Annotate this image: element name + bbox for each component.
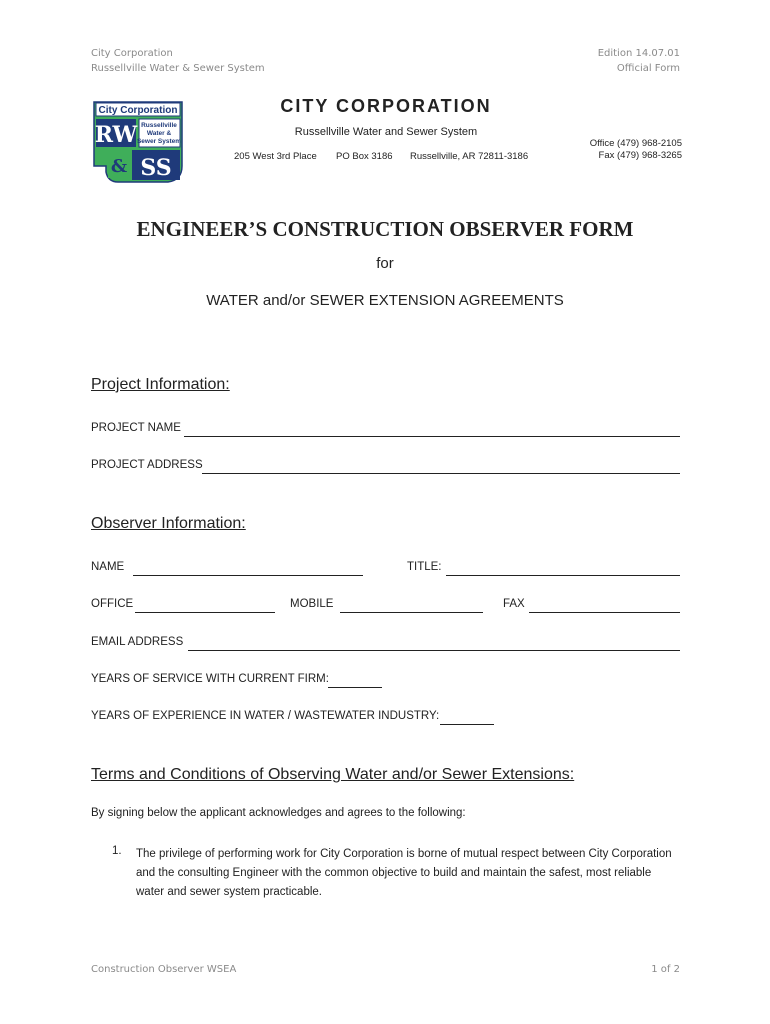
project-name-label: PROJECT NAME [91,422,181,434]
observer-email-label: EMAIL ADDRESS [91,636,184,648]
logo-amp: & [110,156,128,177]
logo-side-text-1: Russellville [141,122,177,129]
years-industry-field[interactable] [440,724,494,725]
observer-fax-field[interactable] [529,612,680,613]
edition-label: Edition 14.07.01 [597,48,680,59]
logo-side-text-3: Sewer System [136,138,182,145]
terms-item-text: The privilege of performing work for City Corporation is borne of mutual respect between City Corporation and the consulting Engineer with the common objective to build and maintain the safest, most reliable water and sewer system practicable. [136,848,672,898]
observer-office-label: OFFICE [91,598,134,610]
header-right [560,46,680,76]
observer-fax-label: FAX [503,598,525,610]
observer-email-field[interactable] [188,650,680,651]
project-info-heading: Project Information: [91,376,230,393]
project-address-field[interactable] [202,473,680,474]
observer-name-label: NAME [91,561,125,573]
org-address-city: Russellville, AR 72811-3186 [410,151,529,162]
org-address-street: 205 West 3rd Place [234,151,317,162]
terms-intro: By signing below the applicant acknowledges and agrees to the following: [91,807,466,819]
years-firm-field[interactable] [328,687,382,688]
observer-name-field[interactable] [133,575,363,576]
footer-page-number: 1 of 2 [651,964,680,975]
observer-title-label: TITLE: [407,561,442,573]
logo-rw-letters: RW [94,122,138,148]
org-office-phone: Office (479) 968-2105 [589,138,682,149]
observer-mobile-field[interactable] [340,612,483,613]
org-fax: Fax (479) 968-3265 [598,150,682,161]
project-address-label: PROJECT ADDRESS [91,459,203,471]
logo-ss-letters: SS [140,155,172,181]
org-title: CITY CORPORATION [280,96,492,116]
header-org-system: Russellville Water & Sewer System [91,63,265,74]
logo-side-text-2: Water & [146,130,172,137]
years-firm-label: YEARS OF SERVICE WITH CURRENT FIRM: [91,673,329,685]
form-title: ENGINEER’S CONSTRUCTION OBSERVER FORM [136,217,634,241]
city-corporation-logo [92,100,184,184]
footer-doc-name: Construction Observer WSEA [91,964,237,975]
logo-top-text: City Corporation [98,105,178,116]
official-form-label: Official Form [616,63,680,74]
years-industry-label: YEARS OF EXPERIENCE IN WATER / WASTEWATER INDUSTRY: [91,710,440,722]
org-address-po: PO Box 3186 [336,151,393,162]
observer-title-field[interactable] [446,575,680,576]
form-for: for [376,255,394,272]
project-name-field[interactable] [184,436,680,437]
observer-mobile-label: MOBILE [290,598,334,610]
header-left [91,46,265,76]
observer-info-heading: Observer Information: [91,515,246,532]
header-org-name: City Corporation [91,48,173,59]
observer-office-field[interactable] [135,612,275,613]
org-subtitle: Russellville Water and Sewer System [294,126,478,138]
terms-heading: Terms and Conditions of Observing Water and/or Sewer Extensions: [91,766,575,783]
form-subtitle: WATER and/or SEWER EXTENSION AGREEMENTS [206,292,564,309]
terms-item-number: 1. [112,845,122,857]
